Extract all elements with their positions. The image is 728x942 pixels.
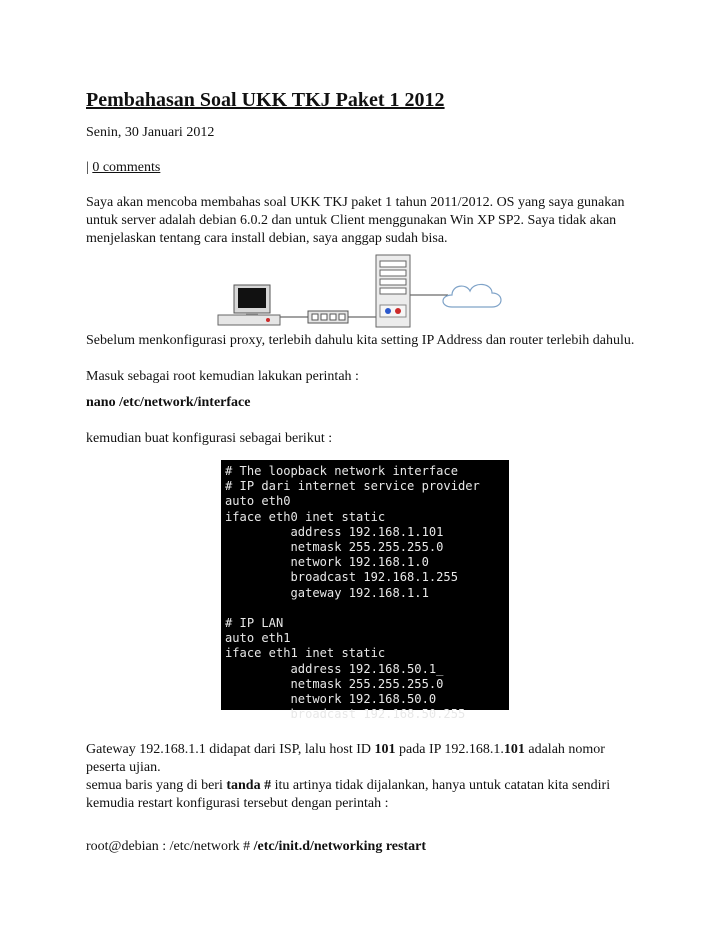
- restart-command-line: [86, 838, 426, 856]
- intro-paragraph: Saya akan mencoba membahas soal UKK TKJ paket 1 tahun 2011/2012. OS yang saya gunakan untuk server adalah debian 6.0.2 dan untuk Client menggunakan Win XP SP2. Saya tidak akan menjelaskan tentang cara install debian, saya anggap sudah bisa.: [86, 195, 625, 246]
- server-icon: [376, 255, 410, 327]
- terminal-line: # IP dari internet service provider: [225, 479, 480, 494]
- hash-text-1: semua baris yang di beri: [86, 778, 227, 793]
- terminal-line: gateway 192.168.1.1: [225, 585, 429, 600]
- terminal-line: network 192.168.50.0: [225, 692, 437, 707]
- gateway-text-2: pada IP 192.168.1.: [395, 742, 504, 757]
- restart-command: /etc/init.d/networking restart: [253, 839, 427, 854]
- gateway-line: [86, 741, 605, 759]
- login-root-line: Masuk sebagai root kemudian lakukan perintah :: [86, 369, 359, 384]
- gateway-line-continued: peserta ujian.: [86, 760, 161, 775]
- hash-text-2: itu artinya tidak dijalankan, hanya untuk catatan kita sendiri: [271, 778, 611, 793]
- internet-cloud-icon: [443, 284, 501, 307]
- terminal-line: iface eth1 inet static: [225, 646, 386, 661]
- hash-note-line: [86, 777, 610, 795]
- config-intro-paragraph: Sebelum menkonfigurasi proxy, terlebih dahulu kita setting IP Address dan router terlebih dahulu.: [86, 333, 635, 348]
- gateway-text-1: Gateway 192.168.1.1 didapat dari ISP, lalu host ID: [86, 742, 375, 757]
- terminal-line: # IP LAN: [225, 616, 284, 631]
- computer-icon: [218, 285, 280, 325]
- hash-bold: tanda #: [226, 778, 272, 793]
- page-title: Pembahasan Soal UKK TKJ Paket 1 2012: [86, 89, 445, 111]
- make-config-line: kemudian buat konfigurasi sebagai berikut :: [86, 431, 333, 446]
- comments-line: [86, 159, 160, 177]
- command-edit-interface: nano /etc/network/interface: [86, 395, 251, 410]
- comments-separator: |: [86, 160, 93, 175]
- terminal-line: network 192.168.1.0: [225, 555, 429, 570]
- terminal-line: netmask 255.255.255.0: [225, 540, 444, 555]
- host-id-bold-1: 101: [374, 742, 396, 757]
- terminal-line: iface eth0 inet static: [225, 509, 386, 524]
- terminal-line: broadcast 192.168.50.255: [225, 707, 466, 722]
- comments-link[interactable]: 0 comments: [92, 160, 161, 175]
- terminal-line: # The loopback network interface: [225, 464, 458, 478]
- gateway-text-3: adalah nomor: [524, 742, 605, 757]
- shell-prompt: root@debian : /etc/network #: [86, 839, 254, 854]
- restart-note-line: kemudia restart konfigurasi tersebut dengan perintah :: [86, 796, 389, 811]
- network-diagram: [208, 255, 508, 330]
- terminal-line: address 192.168.50.1_: [225, 661, 444, 676]
- terminal-line: netmask 255.255.255.0: [225, 676, 444, 691]
- host-id-bold-2: 101: [503, 742, 525, 757]
- post-date: Senin, 30 Januari 2012: [86, 125, 215, 140]
- terminal-text: [221, 460, 509, 722]
- terminal-line: auto eth0: [225, 494, 291, 509]
- terminal-line: address 192.168.1.101: [225, 524, 444, 539]
- terminal-line: auto eth1: [225, 631, 291, 646]
- switch-icon: [308, 311, 348, 323]
- terminal-line: broadcast 192.168.1.255: [225, 570, 458, 585]
- terminal-screenshot: [221, 460, 509, 722]
